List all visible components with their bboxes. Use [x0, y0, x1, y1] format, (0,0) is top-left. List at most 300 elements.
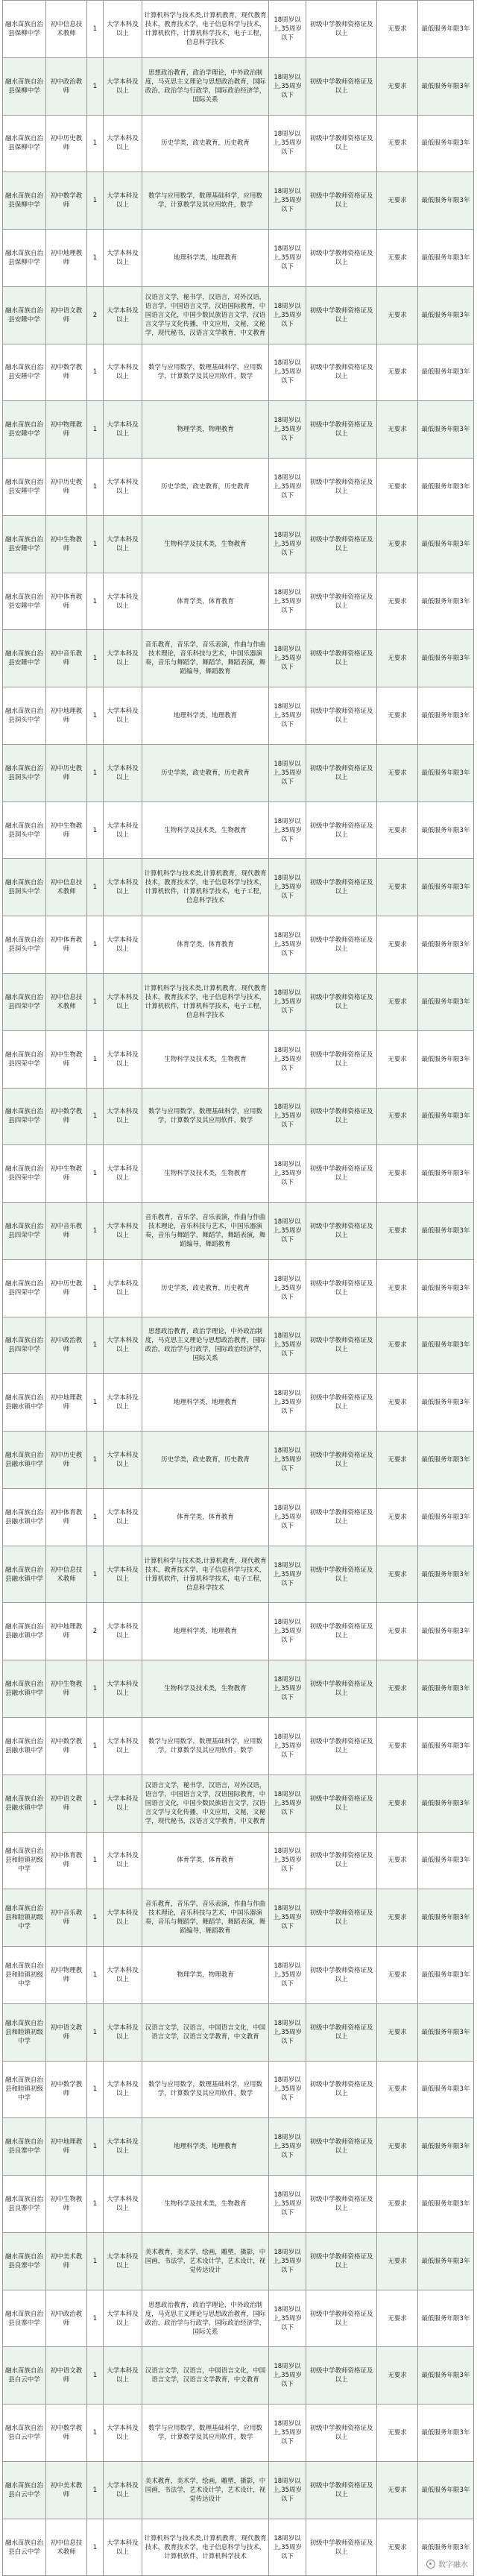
cell-education: 大学本科及以上 [104, 2118, 142, 2176]
cell-age: 18周岁以上,35周岁以下 [269, 687, 306, 745]
cell-post: 初中音乐教师 [46, 1203, 87, 1260]
cell-age: 18周岁以上,35周岁以下 [269, 1145, 306, 1203]
cell-experience: 无要求 [377, 1488, 418, 1546]
cell-unit: 融水苗族自治县安陲中学 [3, 515, 46, 573]
cell-age: 18周岁以上,35周岁以下 [269, 1947, 306, 2004]
cell-experience: 无要求 [377, 2290, 418, 2347]
cell-certificate: 初级中学教师资格证及以上 [306, 744, 377, 802]
table-row [3, 2290, 474, 2347]
table-row [3, 1488, 474, 1546]
cell-post: 初中信息技术教师 [46, 859, 87, 916]
cell-major: 地理科学类，地理教育 [142, 2118, 269, 2176]
cell-count: 1 [87, 916, 104, 974]
cell-certificate: 初级中学教师资格证及以上 [306, 1717, 377, 1774]
cell-service-term: 最低服务年限3年 [418, 859, 474, 916]
cell-age: 18周岁以上,35周岁以下 [269, 802, 306, 859]
table-row [3, 1088, 474, 1145]
cell-unit: 融水苗族自治县白云中学 [3, 2461, 46, 2519]
cell-education: 大学本科及以上 [104, 1546, 142, 1603]
cell-post: 初中地理教师 [46, 687, 87, 745]
recruitment-table [2, 0, 474, 2576]
cell-count: 1 [87, 2003, 104, 2061]
cell-certificate: 初级中学教师资格证及以上 [306, 459, 377, 516]
cell-major: 计算机科学与技术类,计算机教育，现代教育技术，教育技术学，电子信息科学与技术，计算机软件，计算机科学技术，电子工程，信息科学技术 [142, 974, 269, 1031]
cell-education: 大学本科及以上 [104, 1603, 142, 1660]
cell-certificate: 初级中学教师资格证及以上 [306, 1603, 377, 1660]
cell-age: 18周岁以上,35周岁以下 [269, 974, 306, 1031]
cell-certificate: 初级中学教师资格证及以上 [306, 2118, 377, 2176]
cell-unit: 融水苗族自治县洞头中学 [3, 744, 46, 802]
cell-post: 初中体育教师 [46, 573, 87, 630]
cell-service-term: 最低服务年限3年 [418, 1088, 474, 1145]
cell-post: 初中语文教师 [46, 286, 87, 344]
cell-age: 18周岁以上,35周岁以下 [269, 1, 306, 58]
cell-age: 18周岁以上,35周岁以下 [269, 1488, 306, 1546]
cell-post: 初中体育教师 [46, 1832, 87, 1889]
cell-post: 初中数学教师 [46, 2405, 87, 2462]
cell-unit: 融水苗族自治县四荣中学 [3, 1088, 46, 1145]
cell-experience: 无要求 [377, 859, 418, 916]
table-row [3, 1030, 474, 1088]
cell-unit: 融水苗族自治县融水镇中学 [3, 1717, 46, 1774]
cell-age: 18周岁以上,35周岁以下 [269, 344, 306, 401]
cell-count: 1 [87, 2519, 104, 2576]
cell-age: 18周岁以上,35周岁以下 [269, 2405, 306, 2462]
cell-unit: 融水苗族自治县安陲中学 [3, 459, 46, 516]
cell-count: 1 [87, 2405, 104, 2462]
cell-post: 初中生物教师 [46, 2176, 87, 2233]
cell-major: 物理学类，物理教育 [142, 1947, 269, 2004]
table-row [3, 2519, 474, 2576]
cell-count: 1 [87, 974, 104, 1031]
cell-education: 大学本科及以上 [104, 172, 142, 230]
cell-education: 大学本科及以上 [104, 1774, 142, 1832]
cell-education: 大学本科及以上 [104, 2232, 142, 2290]
cell-certificate: 初级中学教师资格证及以上 [306, 115, 377, 172]
cell-count: 1 [87, 401, 104, 459]
cell-post: 初中生物教师 [46, 1030, 87, 1088]
cell-certificate: 初级中学教师资格证及以上 [306, 515, 377, 573]
cell-post: 初中信息技术教师 [46, 1, 87, 58]
cell-post: 初中语文教师 [46, 2003, 87, 2061]
cell-count: 1 [87, 2290, 104, 2347]
table-body [3, 1, 474, 2576]
cell-certificate: 初级中学教师资格证及以上 [306, 172, 377, 230]
cell-count: 1 [87, 2347, 104, 2405]
cell-count: 1 [87, 1259, 104, 1317]
cell-age: 18周岁以上,35周岁以下 [269, 1374, 306, 1432]
table-row [3, 2405, 474, 2462]
cell-age: 18周岁以上,35周岁以下 [269, 1259, 306, 1317]
cell-experience: 无要求 [377, 344, 418, 401]
cell-experience: 无要求 [377, 1774, 418, 1832]
cell-unit: 融水苗族自治县和睦镇初级中学 [3, 1889, 46, 1947]
cell-education: 大学本科及以上 [104, 1832, 142, 1889]
cell-major: 美术教育，美术学，绘画，雕塑，摄影，中国画，书法学，艺术设计学，艺术设计，视觉传达设计 [142, 2232, 269, 2290]
cell-major: 汉语言文学，秘书学，汉语言，对外汉语，语言学，中国语言文学，汉语国际教育，中国语言文化，中国少数民族语言文学，汉语言文学与文化传播，中文应用，文秘，文秘学，现代秘书，汉语言文学教育，中文教育 [142, 286, 269, 344]
cell-post: 初中地理教师 [46, 2118, 87, 2176]
table-row [3, 802, 474, 859]
cell-major: 计算机科学与技术类,计算机教育，现代教育技术，教育技术学，电子信息科学与技术，计算机软件，计算机科学技术，电子工程，信息科学技术 [142, 1, 269, 58]
cell-age: 18周岁以上,35周岁以下 [269, 286, 306, 344]
cell-major: 地理科学类，地理教育 [142, 687, 269, 745]
table-row [3, 2347, 474, 2405]
cell-age: 18周岁以上,35周岁以下 [269, 573, 306, 630]
cell-certificate: 初级中学教师资格证及以上 [306, 630, 377, 687]
cell-certificate: 初级中学教师资格证及以上 [306, 401, 377, 459]
cell-education: 大学本科及以上 [104, 1259, 142, 1317]
table-row [3, 57, 474, 115]
cell-age: 18周岁以上,35周岁以下 [269, 1546, 306, 1603]
cell-count: 1 [87, 1889, 104, 1947]
cell-education: 大学本科及以上 [104, 744, 142, 802]
cell-education: 大学本科及以上 [104, 974, 142, 1031]
cell-service-term: 最低服务年限3年 [418, 1317, 474, 1374]
cell-post: 初中美术教师 [46, 2232, 87, 2290]
cell-unit: 融水苗族自治县四荣中学 [3, 1259, 46, 1317]
table-row [3, 1774, 474, 1832]
cell-count: 1 [87, 2461, 104, 2519]
cell-post: 初中物理教师 [46, 401, 87, 459]
cell-age: 18周岁以上,35周岁以下 [269, 2290, 306, 2347]
cell-unit: 融水苗族自治县洞头中学 [3, 916, 46, 974]
cell-education: 大学本科及以上 [104, 2347, 142, 2405]
cell-service-term: 最低服务年限3年 [418, 573, 474, 630]
cell-post: 初中地理教师 [46, 1603, 87, 1660]
table-row [3, 744, 474, 802]
cell-major: 生物科学及技术类，生物教育 [142, 802, 269, 859]
cell-certificate: 初级中学教师资格证及以上 [306, 1088, 377, 1145]
cell-education: 大学本科及以上 [104, 1088, 142, 1145]
cell-count: 1 [87, 1774, 104, 1832]
cell-major: 音乐教育，音乐学，音乐表演，作曲与作曲技术理论，音乐科技与艺术，中国乐器演奏，音乐与舞蹈学，舞蹈学，舞蹈表演，舞蹈编导，舞蹈教育 [142, 630, 269, 687]
cell-age: 18周岁以上,35周岁以下 [269, 2461, 306, 2519]
cell-experience: 无要求 [377, 172, 418, 230]
cell-education: 大学本科及以上 [104, 286, 142, 344]
cell-unit: 融水苗族自治县洞头中学 [3, 859, 46, 916]
cell-count: 1 [87, 802, 104, 859]
cell-count: 1 [87, 859, 104, 916]
cell-unit: 融水苗族自治县和睦镇初级中学 [3, 1832, 46, 1889]
cell-major: 数学与应用数学，数理基础科学，应用数学，计算数学及其应用软件，数学 [142, 2061, 269, 2118]
cell-major: 历史学类，政史教育，历史教育 [142, 744, 269, 802]
cell-education: 大学本科及以上 [104, 230, 142, 287]
cell-age: 18周岁以上,35周岁以下 [269, 2003, 306, 2061]
cell-service-term: 最低服务年限3年 [418, 2519, 474, 2576]
cell-experience: 无要求 [377, 2347, 418, 2405]
cell-age: 18周岁以上,35周岁以下 [269, 630, 306, 687]
cell-experience: 无要求 [377, 1088, 418, 1145]
cell-certificate: 初级中学教师资格证及以上 [306, 2461, 377, 2519]
table-row [3, 1145, 474, 1203]
cell-service-term: 最低服务年限3年 [418, 1832, 474, 1889]
cell-post: 初中政治教师 [46, 1317, 87, 1374]
table-row [3, 1546, 474, 1603]
cell-service-term: 最低服务年限3年 [418, 1889, 474, 1947]
cell-post: 初中信息技术教师 [46, 1546, 87, 1603]
cell-education: 大学本科及以上 [104, 1030, 142, 1088]
cell-experience: 无要求 [377, 1603, 418, 1660]
cell-education: 大学本科及以上 [104, 57, 142, 115]
cell-service-term: 最低服务年限3年 [418, 2176, 474, 2233]
cell-experience: 无要求 [377, 1259, 418, 1317]
cell-age: 18周岁以上,35周岁以下 [269, 1317, 306, 1374]
cell-unit: 融水苗族自治县保柳中学 [3, 57, 46, 115]
cell-count: 1 [87, 172, 104, 230]
cell-age: 18周岁以上,35周岁以下 [269, 1660, 306, 1718]
table-row [3, 2176, 474, 2233]
cell-major: 体育学类，体育教育 [142, 573, 269, 630]
cell-unit: 融水苗族自治县四荣中学 [3, 1317, 46, 1374]
cell-count: 1 [87, 573, 104, 630]
cell-education: 大学本科及以上 [104, 2176, 142, 2233]
cell-certificate: 初级中学教师资格证及以上 [306, 1145, 377, 1203]
cell-count: 1 [87, 57, 104, 115]
cell-major: 数学与应用数学，数理基础科学，应用数学，计算数学及其应用软件，数学 [142, 1088, 269, 1145]
cell-education: 大学本科及以上 [104, 1, 142, 58]
cell-count: 1 [87, 2118, 104, 2176]
wechat-logo-icon [426, 2560, 435, 2569]
cell-unit: 融水苗族自治县良寨中学 [3, 2290, 46, 2347]
cell-post: 初中数学教师 [46, 344, 87, 401]
cell-experience: 无要求 [377, 687, 418, 745]
cell-certificate: 初级中学教师资格证及以上 [306, 687, 377, 745]
cell-education: 大学本科及以上 [104, 802, 142, 859]
cell-post: 初中数学教师 [46, 1088, 87, 1145]
cell-major: 思想政治教育，政治学理论，中外政治制度，马克思主义理论与思想政治教育，国际政治，政治学与行政学，国际政治经济学，国际关系 [142, 57, 269, 115]
cell-unit: 融水苗族自治县保柳中学 [3, 1, 46, 58]
cell-age: 18周岁以上,35周岁以下 [269, 1432, 306, 1489]
cell-unit: 融水苗族自治县安陲中学 [3, 573, 46, 630]
cell-major: 生物科学及技术类，生物教育 [142, 1145, 269, 1203]
cell-service-term: 最低服务年限3年 [418, 1, 474, 58]
cell-certificate: 初级中学教师资格证及以上 [306, 1947, 377, 2004]
cell-service-term: 最低服务年限3年 [418, 1546, 474, 1603]
cell-unit: 融水苗族自治县白云中学 [3, 2519, 46, 2576]
cell-count: 1 [87, 115, 104, 172]
table-row [3, 1259, 474, 1317]
cell-certificate: 初级中学教师资格证及以上 [306, 1203, 377, 1260]
cell-service-term: 最低服务年限3年 [418, 2405, 474, 2462]
cell-age: 18周岁以上,35周岁以下 [269, 1832, 306, 1889]
table-row [3, 286, 474, 344]
cell-experience: 无要求 [377, 2405, 418, 2462]
cell-certificate: 初级中学教师资格证及以上 [306, 1374, 377, 1432]
cell-service-term: 最低服务年限3年 [418, 2461, 474, 2519]
cell-post: 初中美术教师 [46, 2461, 87, 2519]
cell-certificate: 初级中学教师资格证及以上 [306, 573, 377, 630]
cell-certificate: 初级中学教师资格证及以上 [306, 286, 377, 344]
cell-service-term: 最低服务年限3年 [418, 1374, 474, 1432]
cell-education: 大学本科及以上 [104, 1374, 142, 1432]
cell-post: 初中生物教师 [46, 515, 87, 573]
cell-count: 1 [87, 630, 104, 687]
cell-experience: 无要求 [377, 1374, 418, 1432]
cell-certificate: 初级中学教师资格证及以上 [306, 1660, 377, 1718]
table-row [3, 573, 474, 630]
cell-education: 大学本科及以上 [104, 2519, 142, 2576]
cell-count: 1 [87, 2232, 104, 2290]
cell-experience: 无要求 [377, 630, 418, 687]
cell-education: 大学本科及以上 [104, 1432, 142, 1489]
cell-post: 初中语文教师 [46, 1774, 87, 1832]
cell-education: 大学本科及以上 [104, 2461, 142, 2519]
cell-count: 1 [87, 515, 104, 573]
cell-service-term: 最低服务年限3年 [418, 1774, 474, 1832]
cell-experience: 无要求 [377, 401, 418, 459]
cell-post: 初中体育教师 [46, 916, 87, 974]
cell-certificate: 初级中学教师资格证及以上 [306, 2003, 377, 2061]
cell-age: 18周岁以上,35周岁以下 [269, 115, 306, 172]
cell-unit: 融水苗族自治县融水镇中学 [3, 1374, 46, 1432]
cell-post: 初中历史教师 [46, 1432, 87, 1489]
cell-certificate: 初级中学教师资格证及以上 [306, 2176, 377, 2233]
cell-certificate: 初级中学教师资格证及以上 [306, 1546, 377, 1603]
cell-education: 大学本科及以上 [104, 630, 142, 687]
cell-major: 数学与应用数学，数理基础科学，应用数学，计算数学及其应用软件，数学 [142, 1717, 269, 1774]
cell-certificate: 初级中学教师资格证及以上 [306, 1259, 377, 1317]
cell-major: 体育学类，体育教育 [142, 916, 269, 974]
cell-certificate: 初级中学教师资格证及以上 [306, 1832, 377, 1889]
cell-major: 历史学类，政史教育，历史教育 [142, 459, 269, 516]
cell-post: 初中音乐教师 [46, 1889, 87, 1947]
cell-count: 1 [87, 344, 104, 401]
cell-certificate: 初级中学教师资格证及以上 [306, 1432, 377, 1489]
cell-age: 18周岁以上,35周岁以下 [269, 1717, 306, 1774]
cell-certificate: 初级中学教师资格证及以上 [306, 2061, 377, 2118]
cell-experience: 无要求 [377, 286, 418, 344]
cell-post: 初中地理教师 [46, 230, 87, 287]
cell-experience: 无要求 [377, 573, 418, 630]
cell-service-term: 最低服务年限3年 [418, 1660, 474, 1718]
cell-experience: 无要求 [377, 459, 418, 516]
cell-age: 18周岁以上,35周岁以下 [269, 744, 306, 802]
cell-count: 1 [87, 1488, 104, 1546]
cell-service-term: 最低服务年限3年 [418, 286, 474, 344]
cell-experience: 无要求 [377, 1145, 418, 1203]
cell-major: 地理科学类，地理教育 [142, 1374, 269, 1432]
cell-age: 18周岁以上,35周岁以下 [269, 57, 306, 115]
cell-experience: 无要求 [377, 2003, 418, 2061]
cell-certificate: 初级中学教师资格证及以上 [306, 974, 377, 1031]
cell-experience: 无要求 [377, 1432, 418, 1489]
cell-major: 美术教育，美术学，绘画，雕塑，摄影，中国画，书法学，艺术设计学，艺术设计，视觉传达设计 [142, 2461, 269, 2519]
cell-major: 地理科学类，地理教育 [142, 230, 269, 287]
cell-unit: 融水苗族自治县融水镇中学 [3, 1488, 46, 1546]
cell-certificate: 初级中学教师资格证及以上 [306, 2405, 377, 2462]
cell-education: 大学本科及以上 [104, 916, 142, 974]
cell-unit: 融水苗族自治县融水镇中学 [3, 1774, 46, 1832]
cell-service-term: 最低服务年限3年 [418, 1603, 474, 1660]
table-row [3, 459, 474, 516]
cell-count: 2 [87, 1603, 104, 1660]
cell-major: 音乐教育，音乐学，音乐表演，作曲与作曲技术理论，音乐科技与艺术，中国乐器演奏，音乐与舞蹈学，舞蹈学，舞蹈表演，舞蹈编导，舞蹈教育 [142, 1203, 269, 1260]
table-row [3, 1660, 474, 1718]
cell-count: 1 [87, 1660, 104, 1718]
cell-service-term: 最低服务年限3年 [418, 2003, 474, 2061]
cell-experience: 无要求 [377, 1030, 418, 1088]
table-row [3, 1317, 474, 1374]
cell-count: 1 [87, 1, 104, 58]
cell-service-term: 最低服务年限3年 [418, 2347, 474, 2405]
cell-unit: 融水苗族自治县良寨中学 [3, 2176, 46, 2233]
cell-experience: 无要求 [377, 1546, 418, 1603]
cell-education: 大学本科及以上 [104, 459, 142, 516]
cell-count: 1 [87, 744, 104, 802]
cell-education: 大学本科及以上 [104, 401, 142, 459]
cell-certificate: 初级中学教师资格证及以上 [306, 230, 377, 287]
cell-count: 1 [87, 1374, 104, 1432]
cell-education: 大学本科及以上 [104, 1145, 142, 1203]
cell-experience: 无要求 [377, 974, 418, 1031]
cell-service-term: 最低服务年限3年 [418, 802, 474, 859]
table-row [3, 2003, 474, 2061]
cell-major: 生物科学及技术类，生物教育 [142, 515, 269, 573]
cell-experience: 无要求 [377, 1317, 418, 1374]
cell-post: 初中历史教师 [46, 459, 87, 516]
table-row [3, 515, 474, 573]
cell-count: 1 [87, 1947, 104, 2004]
cell-experience: 无要求 [377, 802, 418, 859]
cell-age: 18周岁以上,35周岁以下 [269, 459, 306, 516]
table-row [3, 230, 474, 287]
cell-age: 18周岁以上,35周岁以下 [269, 401, 306, 459]
table-row [3, 1603, 474, 1660]
cell-education: 大学本科及以上 [104, 573, 142, 630]
cell-age: 18周岁以上,35周岁以下 [269, 2232, 306, 2290]
cell-post: 初中历史教师 [46, 115, 87, 172]
cell-service-term: 最低服务年限3年 [418, 916, 474, 974]
cell-experience: 无要求 [377, 57, 418, 115]
cell-major: 计算机科学与技术类,计算机教育，现代教育技术，教育技术学，电子信息科学与技术，计算机软件，计算机科学技术，电子工程，信息科学技术 [142, 859, 269, 916]
cell-certificate: 初级中学教师资格证及以上 [306, 2232, 377, 2290]
cell-education: 大学本科及以上 [104, 2061, 142, 2118]
cell-unit: 融水苗族自治县安陲中学 [3, 401, 46, 459]
cell-service-term: 最低服务年限3年 [418, 1203, 474, 1260]
cell-certificate: 初级中学教师资格证及以上 [306, 1889, 377, 1947]
table-row [3, 1832, 474, 1889]
cell-service-term: 最低服务年限3年 [418, 2118, 474, 2176]
cell-post: 初中生物教师 [46, 1145, 87, 1203]
table-row [3, 1717, 474, 1774]
cell-age: 18周岁以上,35周岁以下 [269, 1030, 306, 1088]
cell-major: 物理学类，物理教育 [142, 401, 269, 459]
cell-service-term: 最低服务年限3年 [418, 2061, 474, 2118]
table-row [3, 115, 474, 172]
cell-age: 18周岁以上,35周岁以下 [269, 2347, 306, 2405]
cell-major: 体育学类，体育教育 [142, 1832, 269, 1889]
cell-education: 大学本科及以上 [104, 1889, 142, 1947]
cell-unit: 融水苗族自治县白云中学 [3, 2405, 46, 2462]
cell-education: 大学本科及以上 [104, 1317, 142, 1374]
cell-major: 生物科学及技术类，生物教育 [142, 2176, 269, 2233]
watermark-text: 数字融水 [438, 2561, 468, 2569]
cell-service-term: 最低服务年限3年 [418, 1432, 474, 1489]
cell-service-term: 最低服务年限3年 [418, 1488, 474, 1546]
cell-age: 18周岁以上,35周岁以下 [269, 1088, 306, 1145]
cell-age: 18周岁以上,35周岁以下 [269, 1774, 306, 1832]
table-row [3, 2118, 474, 2176]
cell-major: 计算机科学与技术类,计算机教育，现代教育技术，教育技术学，电子信息科学与技术，计算机软件，计算机科学技术，电子工程，信息科学技术 [142, 1546, 269, 1603]
cell-count: 1 [87, 1030, 104, 1088]
cell-experience: 无要求 [377, 1, 418, 58]
cell-count: 1 [87, 230, 104, 287]
cell-unit: 融水苗族自治县和睦镇初级中学 [3, 2061, 46, 2118]
cell-major: 数学与应用数学，数理基础科学，应用数学，计算数学及其应用软件，数学 [142, 344, 269, 401]
cell-post: 初中语文教师 [46, 2347, 87, 2405]
cell-service-term: 最低服务年限3年 [418, 1717, 474, 1774]
cell-experience: 无要求 [377, 2061, 418, 2118]
